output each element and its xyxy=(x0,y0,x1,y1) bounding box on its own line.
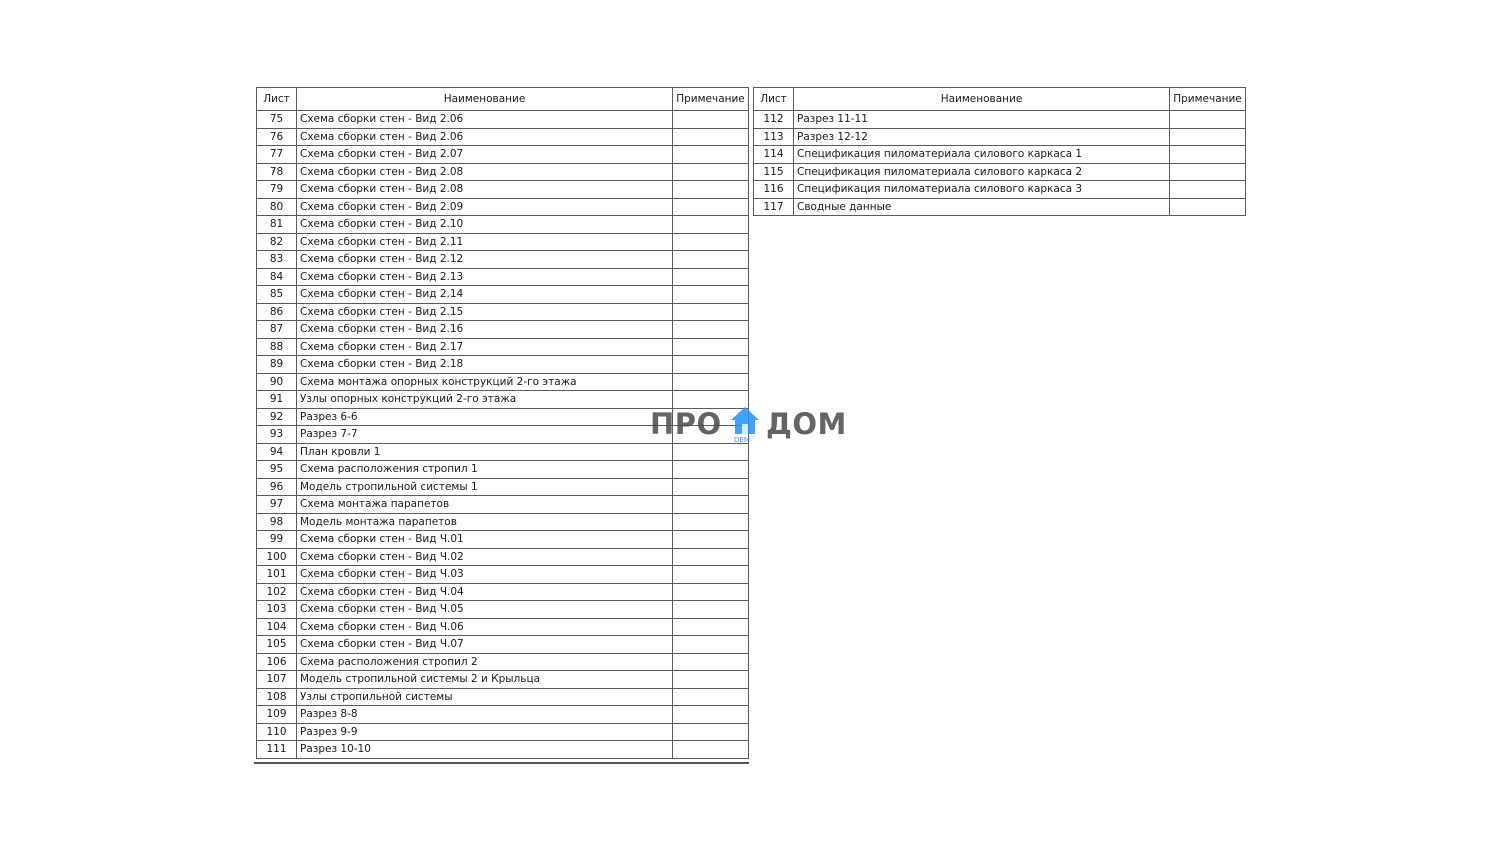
sheet-note-cell xyxy=(673,583,749,601)
sheet-name-cell: Модель стропильной системы 1 xyxy=(297,478,673,496)
sheet-name-cell: Схема сборки стен - Вид 2.12 xyxy=(297,251,673,269)
table-row xyxy=(257,373,749,391)
sheet-number-cell: 90 xyxy=(257,373,297,391)
sheet-number-cell: 88 xyxy=(257,338,297,356)
sheet-number-cell: 75 xyxy=(257,111,297,129)
sheet-name-cell: Схема сборки стен - Вид 2.08 xyxy=(297,181,673,199)
sheet-number-cell: 107 xyxy=(257,671,297,689)
sheet-name-cell: Спецификация пиломатериала силового каркаса 2 xyxy=(794,163,1170,181)
sheet-name-cell: Схема сборки стен - Вид 2.07 xyxy=(297,146,673,164)
sheet-name-cell: Спецификация пиломатериала силового каркаса 1 xyxy=(794,146,1170,164)
table-row xyxy=(754,163,1246,181)
sheet-number-cell: 102 xyxy=(257,583,297,601)
sheet-number-cell: 96 xyxy=(257,478,297,496)
column-header-note: Примечание xyxy=(673,88,749,111)
sheet-note-cell xyxy=(673,706,749,724)
table-bottom-rule xyxy=(254,762,749,764)
sheet-name-cell: Схема сборки стен - Вид 2.06 xyxy=(297,128,673,146)
sheet-name-cell: Схема расположения стропил 2 xyxy=(297,653,673,671)
sheet-number-cell: 95 xyxy=(257,461,297,479)
sheet-number-cell: 116 xyxy=(754,181,794,199)
column-header-sheet: Лист xyxy=(257,88,297,111)
table-row xyxy=(257,706,749,724)
table-row xyxy=(257,496,749,514)
table-row xyxy=(257,653,749,671)
table-row xyxy=(257,233,749,251)
table-row xyxy=(257,268,749,286)
sheet-number-cell: 91 xyxy=(257,391,297,409)
table-row xyxy=(257,741,749,759)
sheet-number-cell: 76 xyxy=(257,128,297,146)
table-row xyxy=(257,251,749,269)
sheet-note-cell xyxy=(673,723,749,741)
pro-dom-watermark xyxy=(650,404,850,446)
sheet-note-cell xyxy=(673,461,749,479)
sheet-note-cell xyxy=(673,496,749,514)
sheet-number-cell: 100 xyxy=(257,548,297,566)
sheet-number-cell: 85 xyxy=(257,286,297,304)
table-row xyxy=(257,566,749,584)
sheet-number-cell: 108 xyxy=(257,688,297,706)
sheet-number-cell: 81 xyxy=(257,216,297,234)
table-row xyxy=(257,128,749,146)
watermark-right-text: ДОМ xyxy=(766,407,847,441)
sheet-number-cell: 104 xyxy=(257,618,297,636)
table-row xyxy=(257,583,749,601)
sheet-note-cell xyxy=(673,163,749,181)
table-header-row xyxy=(754,88,1246,111)
table-row xyxy=(754,146,1246,164)
sheet-name-cell: Узлы стропильной системы xyxy=(297,688,673,706)
sheet-note-cell xyxy=(673,636,749,654)
table-row xyxy=(754,128,1246,146)
sheet-name-cell: Схема сборки стен - Вид 2.18 xyxy=(297,356,673,374)
sheet-number-cell: 80 xyxy=(257,198,297,216)
sheet-name-cell: Сводные данные xyxy=(794,198,1170,216)
sheet-name-cell: Разрез 7-7 xyxy=(297,426,673,444)
sheet-note-cell xyxy=(673,128,749,146)
sheet-name-cell: Разрез 10-10 xyxy=(297,741,673,759)
sheet-note-cell xyxy=(673,286,749,304)
table-row xyxy=(257,181,749,199)
watermark-sub-text: DEM xyxy=(734,436,750,444)
sheet-note-cell xyxy=(673,146,749,164)
sheet-name-cell: Схема монтажа опорных конструкций 2-го этажа xyxy=(297,373,673,391)
table-row xyxy=(257,356,749,374)
table-row xyxy=(257,198,749,216)
sheet-number-cell: 92 xyxy=(257,408,297,426)
sheet-name-cell: Разрез 12-12 xyxy=(794,128,1170,146)
sheet-name-cell: План кровли 1 xyxy=(297,443,673,461)
sheet-name-cell: Схема сборки стен - Вид 2.08 xyxy=(297,163,673,181)
table-row xyxy=(754,181,1246,199)
sheet-note-cell xyxy=(673,671,749,689)
sheet-note-cell xyxy=(673,653,749,671)
sheet-name-cell: Схема монтажа парапетов xyxy=(297,496,673,514)
column-header-sheet: Лист xyxy=(754,88,794,111)
table-row xyxy=(257,671,749,689)
sheet-note-cell xyxy=(673,321,749,339)
sheet-name-cell: Схема сборки стен - Вид 2.17 xyxy=(297,338,673,356)
sheet-number-cell: 103 xyxy=(257,601,297,619)
table-row xyxy=(257,303,749,321)
sheet-name-cell: Схема сборки стен - Вид 2.06 xyxy=(297,111,673,129)
sheet-number-cell: 84 xyxy=(257,268,297,286)
table-row xyxy=(257,513,749,531)
sheet-name-cell: Схема сборки стен - Вид 2.14 xyxy=(297,286,673,304)
column-header-name: Наименование xyxy=(794,88,1170,111)
sheet-note-cell xyxy=(673,251,749,269)
sheet-note-cell xyxy=(673,513,749,531)
table-header-row xyxy=(257,88,749,111)
sheet-number-cell: 106 xyxy=(257,653,297,671)
table-row xyxy=(257,286,749,304)
table-row xyxy=(257,601,749,619)
sheet-number-cell: 97 xyxy=(257,496,297,514)
sheet-number-cell: 93 xyxy=(257,426,297,444)
sheet-note-cell xyxy=(673,741,749,759)
sheet-number-cell: 105 xyxy=(257,636,297,654)
sheet-name-cell: Модель стропильной системы 2 и Крыльца xyxy=(297,671,673,689)
sheet-name-cell: Схема расположения стропил 1 xyxy=(297,461,673,479)
sheet-name-cell: Схема сборки стен - Вид Ч.04 xyxy=(297,583,673,601)
sheet-number-cell: 112 xyxy=(754,111,794,129)
sheet-note-cell xyxy=(673,356,749,374)
sheet-name-cell: Разрез 8-8 xyxy=(297,706,673,724)
table-row xyxy=(257,216,749,234)
sheet-number-cell: 110 xyxy=(257,723,297,741)
house-icon xyxy=(730,406,760,436)
sheet-number-cell: 111 xyxy=(257,741,297,759)
sheet-number-cell: 77 xyxy=(257,146,297,164)
sheet-note-cell xyxy=(1170,128,1246,146)
table-row xyxy=(257,618,749,636)
sheet-note-cell xyxy=(673,548,749,566)
table-row xyxy=(257,461,749,479)
table-row xyxy=(257,548,749,566)
sheet-note-cell xyxy=(673,373,749,391)
sheet-note-cell xyxy=(1170,111,1246,129)
sheet-name-cell: Схема сборки стен - Вид Ч.03 xyxy=(297,566,673,584)
sheet-name-cell: Схема сборки стен - Вид 2.11 xyxy=(297,233,673,251)
table-row xyxy=(257,321,749,339)
column-header-note: Примечание xyxy=(1170,88,1246,111)
sheet-name-cell: Узлы опорных конструкций 2-го этажа xyxy=(297,391,673,409)
sheet-note-cell xyxy=(673,303,749,321)
sheet-note-cell xyxy=(673,338,749,356)
sheet-number-cell: 78 xyxy=(257,163,297,181)
sheet-name-cell: Схема сборки стен - Вид 2.13 xyxy=(297,268,673,286)
sheet-number-cell: 86 xyxy=(257,303,297,321)
sheet-name-cell: Схема сборки стен - Вид 2.16 xyxy=(297,321,673,339)
sheet-note-cell xyxy=(673,216,749,234)
sheet-number-cell: 79 xyxy=(257,181,297,199)
sheet-name-cell: Схема сборки стен - Вид 2.09 xyxy=(297,198,673,216)
sheet-name-cell: Схема сборки стен - Вид Ч.01 xyxy=(297,531,673,549)
sheet-note-cell xyxy=(673,688,749,706)
sheet-number-cell: 109 xyxy=(257,706,297,724)
sheet-note-cell xyxy=(673,618,749,636)
watermark-left-text: ПРО xyxy=(650,407,722,441)
sheet-note-cell xyxy=(1170,181,1246,199)
sheet-name-cell: Схема сборки стен - Вид 2.10 xyxy=(297,216,673,234)
sheet-note-cell xyxy=(673,566,749,584)
table-row xyxy=(257,111,749,129)
table-row xyxy=(257,163,749,181)
sheet-note-cell xyxy=(1170,163,1246,181)
table-row xyxy=(257,531,749,549)
table-row xyxy=(257,636,749,654)
sheet-note-cell xyxy=(673,181,749,199)
sheet-name-cell: Схема сборки стен - Вид Ч.02 xyxy=(297,548,673,566)
sheet-note-cell xyxy=(1170,146,1246,164)
sheet-name-cell: Разрез 9-9 xyxy=(297,723,673,741)
sheet-note-cell xyxy=(673,198,749,216)
sheet-name-cell: Разрез 6-6 xyxy=(297,408,673,426)
sheet-number-cell: 114 xyxy=(754,146,794,164)
column-header-name: Наименование xyxy=(297,88,673,111)
table-row xyxy=(754,111,1246,129)
sheet-number-cell: 87 xyxy=(257,321,297,339)
sheet-note-cell xyxy=(673,268,749,286)
sheet-note-cell xyxy=(673,601,749,619)
table-body xyxy=(754,111,1246,216)
sheet-note-cell xyxy=(673,531,749,549)
sheet-name-cell: Схема сборки стен - Вид Ч.07 xyxy=(297,636,673,654)
table-row xyxy=(257,478,749,496)
sheet-number-cell: 94 xyxy=(257,443,297,461)
sheet-number-cell: 101 xyxy=(257,566,297,584)
sheet-list-table-right xyxy=(753,87,1246,216)
sheet-note-cell xyxy=(673,233,749,251)
sheet-name-cell: Разрез 11-11 xyxy=(794,111,1170,129)
sheet-note-cell xyxy=(673,478,749,496)
sheet-number-cell: 115 xyxy=(754,163,794,181)
sheet-name-cell: Спецификация пиломатериала силового каркаса 3 xyxy=(794,181,1170,199)
sheet-note-cell xyxy=(673,111,749,129)
table-row xyxy=(257,338,749,356)
sheet-number-cell: 113 xyxy=(754,128,794,146)
sheet-number-cell: 83 xyxy=(257,251,297,269)
table-row xyxy=(257,146,749,164)
sheet-name-cell: Модель монтажа парапетов xyxy=(297,513,673,531)
table-row xyxy=(257,723,749,741)
sheet-number-cell: 89 xyxy=(257,356,297,374)
sheet-name-cell: Схема сборки стен - Вид Ч.06 xyxy=(297,618,673,636)
table-row xyxy=(754,198,1246,216)
sheet-name-cell: Схема сборки стен - Вид 2.15 xyxy=(297,303,673,321)
sheet-name-cell: Схема сборки стен - Вид Ч.05 xyxy=(297,601,673,619)
sheet-number-cell: 82 xyxy=(257,233,297,251)
sheet-number-cell: 117 xyxy=(754,198,794,216)
table-row xyxy=(257,688,749,706)
sheet-number-cell: 99 xyxy=(257,531,297,549)
sheet-number-cell: 98 xyxy=(257,513,297,531)
sheet-note-cell xyxy=(1170,198,1246,216)
